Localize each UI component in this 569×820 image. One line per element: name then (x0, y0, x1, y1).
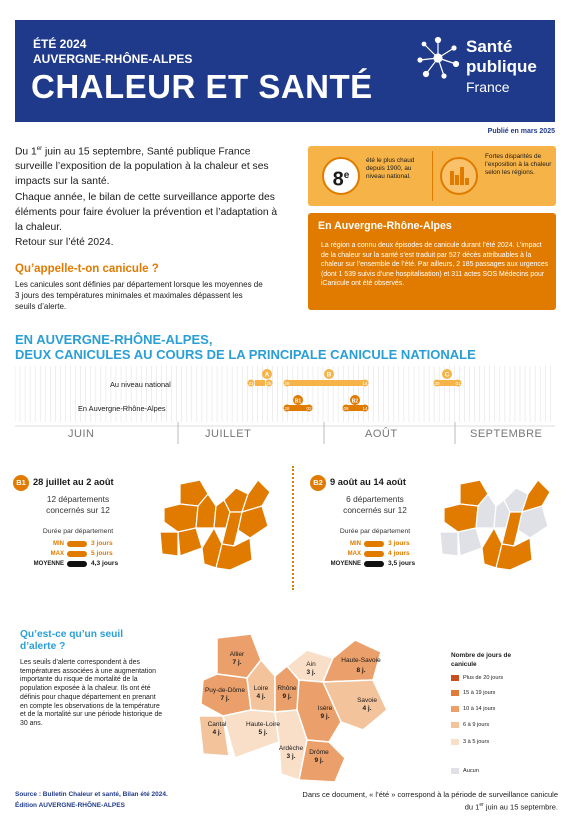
canicule-definition-title: Qu’appelle-t-on canicule ? (15, 263, 159, 275)
dept-haute-loire (223, 710, 279, 758)
dept-label-drome: Drôme (309, 749, 329, 756)
dept-value-allier: 7 j. (232, 659, 242, 666)
legend-swatch-10-14 (451, 706, 459, 712)
timeline-row-national: Au niveau national (110, 380, 171, 389)
dept-label-savoie: Savoie (357, 697, 377, 704)
logo-text-sante: Santé (466, 37, 513, 56)
intro-paragraph-2: Chaque année, le bilan de cette surveillance apporte des éléments pour faire évoluer la prévention et l’adaptation à la chaleur. (15, 192, 278, 233)
region-summary-text: La région a connu deux épisodes de canicule durant l’été 2024. L’impact de la chaleur sur la santé s’est traduit par 527 décès attribuables à la chaleur sur l’ensemble de l’été. Par ailleurs, 2 185 passages aux urgences (dont 1 539 suivis d’une hospitalisation) et 311 actes SOS Médecins pour iCanicule ont été observés. (321, 242, 549, 287)
b1-heading: 28 juillet au 2 août (33, 477, 114, 487)
regional-event-b2 (343, 395, 369, 412)
svg-text:09: 09 (343, 406, 349, 411)
svg-text:14: 14 (362, 406, 368, 411)
svg-text:B1: B1 (294, 398, 302, 405)
b2-duration-title: Durée par département (339, 528, 411, 535)
b1-departments-count: 12 départements (46, 494, 110, 504)
network-logo-icon (416, 36, 460, 80)
dept-label-ain: Ain (306, 661, 316, 668)
national-event-a (248, 369, 273, 387)
edition-text: Édition AUVERGNE-RHÔNE-ALPES (15, 802, 125, 809)
legend-label-6-9: 6 à 9 jours (463, 722, 490, 728)
svg-text:B2: B2 (351, 398, 359, 405)
page-title: CHALEUR ET SANTÉ (31, 68, 373, 105)
dept-label-allier: Allier (229, 651, 245, 658)
b2-min-value: 3 jours (388, 540, 410, 547)
legend-swatch-15-19 (451, 690, 459, 696)
b2-region-map (430, 470, 560, 580)
b2-avg-label: MOYENNE (330, 561, 361, 567)
dept-value-puy-de-dome: 7 j. (220, 695, 230, 702)
dept-label-cantal: Cantal (207, 721, 227, 728)
dept-value-savoie: 4 j. (362, 705, 372, 712)
dept-label-haute-loire: Haute-Loire (246, 721, 280, 728)
svg-text:02: 02 (306, 406, 312, 411)
b2-departments-total: concernés sur 12 (343, 505, 407, 515)
header-subtitle-year: ÉTÉ 2024 (33, 37, 87, 51)
legend-swatch-3-5 (451, 739, 459, 745)
publication-date: Publié en mars 2025 (487, 128, 555, 135)
timeline-title-line1: EN AUVERGNE-RHÔNE-ALPES, (15, 332, 213, 347)
b2-avg-value: 3,5 jours (388, 560, 416, 567)
national-event-c (434, 369, 462, 387)
episode-separator (292, 466, 294, 590)
svg-text:28: 28 (284, 406, 290, 411)
timeline-title-line2: DEUX CANICULES AU COURS DE LA PRINCIPALE CANICULE NATIONALE (15, 347, 476, 362)
logo-text-publique: publique (466, 57, 537, 76)
legend-label-3-5: 3 à 5 jours (463, 739, 490, 745)
b2-max-value: 4 jours (388, 550, 410, 557)
b2-avg-bar (364, 561, 384, 567)
b1-departments-total: concernés sur 12 (46, 505, 110, 515)
month-august: AOÛT (365, 428, 398, 440)
b1-avg-bar (67, 561, 87, 567)
dept-value-cantal: 4 j. (212, 729, 222, 736)
alert-threshold-title: Qu’est-ce qu’un seuil d’alerte ? (20, 629, 124, 652)
dept-value-ardeche: 3 j. (286, 753, 296, 760)
svg-text:14: 14 (362, 381, 368, 386)
b2-min-label: MIN (350, 541, 361, 547)
intro-paragraph-1: Du 1er juin au 15 septembre, Santé publique France surveille l’exposition de la population à la chaleur et ses impacts sur la santé. (15, 146, 269, 188)
rank-text: été le plus chaud depuis 1900, au niveau national. (366, 157, 415, 180)
header-subtitle-region: AUVERGNE-RHÔNE-ALPES (33, 52, 193, 66)
dept-value-ain: 3 j. (306, 669, 316, 676)
dept-label-isere: Isère (317, 705, 333, 712)
svg-text:B: B (326, 371, 332, 379)
b2-badge: B2 (310, 475, 326, 491)
svg-text:28: 28 (284, 381, 290, 386)
dept-label-loire: Loire (253, 685, 269, 692)
intro-paragraph-3: Retour sur l’été 2024. (15, 237, 114, 248)
b1-max-value: 5 jours (91, 550, 113, 557)
dept-label-ardeche: Ardèche (278, 745, 304, 752)
bar-chart-icon (440, 157, 478, 195)
legend-swatch-none (451, 768, 459, 774)
b1-avg-label: MOYENNE (33, 561, 64, 567)
summer-definition-note: Dans ce document, « l’été » correspond à la période de surveillance canicule du 1er juin au 15 septembre. (302, 790, 558, 812)
legend-label-15-19: 15 à 19 jours (463, 690, 496, 696)
b1-region-map (150, 470, 280, 580)
b2-heading: 9 août au 14 août (330, 477, 406, 487)
b2-min-bar (364, 541, 384, 547)
svg-text:01: 01 (455, 381, 461, 386)
legend-title: Nombre de jours de canicule (451, 652, 512, 668)
dept-label-rhone: Rhône (277, 685, 297, 692)
b1-max-bar (67, 551, 87, 557)
legend-label-20-plus: Plus de 20 jours (463, 675, 504, 681)
dept-value-drome: 9 j. (314, 757, 324, 764)
department-days-map (195, 630, 445, 790)
svg-text:C: C (444, 371, 450, 379)
panel-divider (432, 151, 433, 201)
region-summary-title: En Auvergne-Rhône-Alpes (318, 220, 452, 232)
b1-min-label: MIN (53, 541, 64, 547)
legend-label-none: Aucun (463, 768, 479, 774)
month-september: SEPTEMBRE (470, 428, 543, 440)
b1-avg-value: 4,3 jours (91, 560, 119, 567)
canicule-definition-text: Les canicules sont définies par département lorsque les moyennes de 3 jours des températures minimales et maximales dépassent les seuils d’alerte. (15, 280, 263, 311)
dept-value-haute-savoie: 8 j. (356, 667, 366, 674)
legend-swatch-20-plus (451, 675, 459, 681)
legend-swatch-6-9 (451, 722, 459, 728)
b2-max-bar (364, 551, 384, 557)
b1-badge: B1 (13, 475, 29, 491)
alert-threshold-text: Les seuils d’alerte correspondent à des températures associées à une augmentation importante du risque de mortalité de la population exposée à la chaleur. Ils ont été définis pour chaque département en prenant en compte les observations de la température et de la mortalité sur une période historique de 30 ans. (20, 659, 163, 727)
b1-min-bar (67, 541, 87, 547)
svg-text:23: 23 (248, 381, 254, 386)
timeline-row-regional: En Auvergne-Rhône-Alpes (78, 404, 166, 413)
svg-text:25: 25 (266, 381, 272, 386)
b1-min-value: 3 jours (91, 540, 113, 547)
dept-label-puy-de-dome: Puy-de-Dôme (204, 687, 246, 694)
month-june: JUIN (68, 428, 95, 440)
rank-badge: 8e (322, 157, 360, 195)
source-text: Source : Bulletin Chaleur et santé, Bilan été 2024. (15, 791, 168, 798)
svg-text:30: 30 (434, 381, 440, 386)
national-event-b (284, 369, 369, 387)
dept-label-haute-savoie: Haute-Savoie (341, 657, 381, 664)
svg-text:A: A (264, 371, 270, 379)
dept-value-loire: 4 j. (256, 693, 266, 700)
disparities-text: Fortes disparités de l’exposition à la chaleur selon les régions. (485, 153, 552, 176)
month-july: JUILLET (205, 428, 252, 440)
logo-text-france: France (466, 79, 510, 95)
b1-duration-title: Durée par département (42, 528, 114, 535)
b1-max-label: MAX (50, 551, 64, 557)
b2-departments-count: 6 départements (346, 494, 404, 504)
b2-max-label: MAX (347, 551, 361, 557)
dept-value-isere: 9 j. (320, 713, 330, 720)
dept-value-rhone: 9 j. (282, 693, 292, 700)
timeline-day-ticks (15, 366, 555, 422)
legend-label-10-14: 10 à 14 jours (463, 706, 496, 712)
dept-value-haute-loire: 5 j. (258, 729, 268, 736)
